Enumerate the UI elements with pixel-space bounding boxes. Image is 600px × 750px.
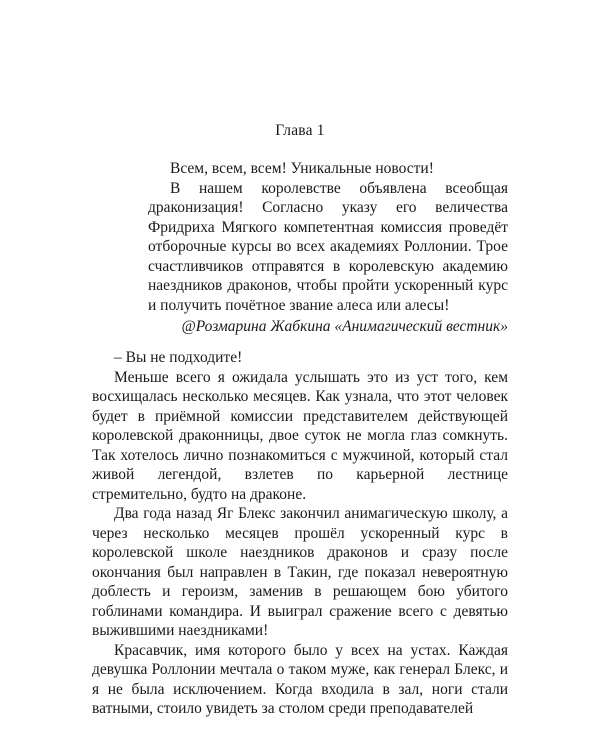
epigraph-paragraph: В нашем королевстве объявлена всеобщая драконизация! Согласно указу его величества Фридриха Мягкого компетентная комиссия проведёт отборочные курсы во всех академиях Роллонии. Трое счастливчиков отправятся в королевскую академию наездников драконов, чтобы пройти ускоренный курс и получить почётное звание алеса или алесы! — [148, 179, 508, 314]
text-paragraph: Красавчик, имя которого было у всех на устах. Каждая девушка Роллонии мечтала о таком муже, как генерал Блекс, и я не была исключением. Когда входила в зал, ноги стали ватными, стоило увидеть за столом среди преподавателей — [92, 641, 508, 717]
chapter-title: Глава 1 — [275, 122, 325, 139]
epigraph-first-line: Всем, всем, всем! Уникальные новости! — [170, 160, 434, 177]
text-paragraph: Меньше всего я ожидала услышать это из уст того, кем восхищалась несколько месяцев. Как узнала, что этот человек будет в приёмной комиссии представителем действующей королевской драконницы, двое суток не могла глаз сомкнуть. Так хотелось лично познакомиться с мужчиной, который стал живой легендой, взлетев по карьерной лестнице стремительно, будто на драконе. — [92, 368, 508, 503]
text-paragraph: – Вы не подходите! — [114, 349, 243, 366]
epigraph-signature: @Розмарина Жабкина «Анимагический вестник» — [181, 318, 508, 335]
epigraph — [148, 159, 508, 337]
main-text — [92, 348, 508, 719]
text-paragraph: Два года назад Яг Блекс закончил анимагическую школу, а через несколько месяцев прошёл ускоренный курс в королевской школе наездников драконов и сразу после окончания был направлен в Такин, где показал невероятную доблесть и героизм, заменив в решающем бою убитого гоблинами командира. И выиграл сражение всего с девятью выжившими наездниками! — [92, 505, 508, 639]
